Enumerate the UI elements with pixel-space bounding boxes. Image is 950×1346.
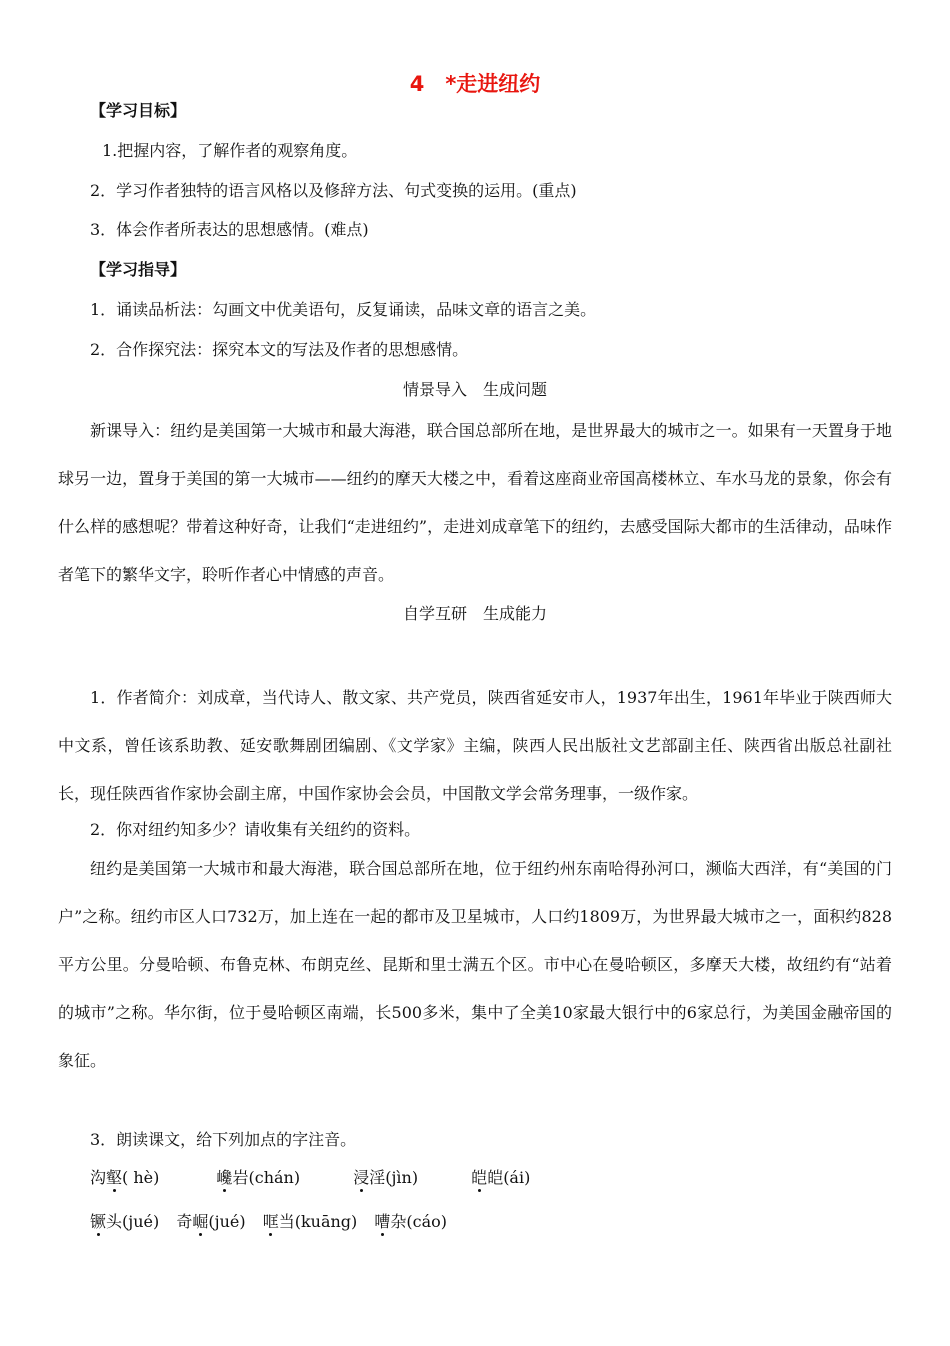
dotted-char: 皑 bbox=[471, 1168, 488, 1187]
pinyin-item: 哐当(kuāng) bbox=[262, 1212, 358, 1231]
section-heading-intro: 情景导入 生成问题 bbox=[402, 380, 547, 399]
guide-heading: 【学习指导】 bbox=[90, 260, 187, 279]
dotted-char: 巉 bbox=[216, 1168, 233, 1187]
guide-item-1: 1．诵读品析法：勾画文中优美语句，反复诵读，品味文章的语言之美。 bbox=[90, 300, 597, 319]
pinyin-row-1 bbox=[90, 1168, 556, 1188]
goal-item-2: 2．学习作者独特的语言风格以及修辞方法、句式变换的运用。(重点) bbox=[90, 181, 577, 200]
question-3: 3．朗读课文，给下列加点的字注音。 bbox=[90, 1130, 357, 1149]
question-2: 2．你对纽约知多少？请收集有关纽约的资料。 bbox=[90, 820, 421, 839]
pinyin-item: 嘈杂(cáo) bbox=[374, 1212, 448, 1231]
pinyin-item: 浸淫(jìn) bbox=[353, 1168, 419, 1187]
goal-item-3: 3．体会作者所表达的思想感情。(难点) bbox=[90, 220, 369, 239]
goals-heading: 【学习目标】 bbox=[90, 101, 187, 120]
pinyin-item: 巉岩(chán) bbox=[216, 1168, 301, 1187]
section-heading-self-study: 自学互研 生成能力 bbox=[402, 604, 547, 623]
pinyin-item: 皑皑(ái) bbox=[471, 1168, 531, 1187]
guide-item-2: 2．合作探究法：探究本文的写法及作者的思想感情。 bbox=[90, 340, 469, 359]
goal-item-1: 1.把握内容，了解作者的观察角度。 bbox=[102, 141, 358, 160]
intro-paragraph: 新课导入：纽约是美国第一大城市和最大海港，联合国总部所在地，是世界最大的城市之一。如果有一天置身于地球另一边，置身于美国的第一大城市——纽约的摩天大楼之中，看着这座商业帝国高楼林立、车水马龙的景象，你会有什么样的感想呢？带着这种好奇，让我们“走进纽约”，走进刘成章笔下的纽约，去感受国际大都市的生活律动，品味作者笔下的繁华文字，聆听作者心中情感的声音。 bbox=[58, 421, 892, 584]
pinyin-item: 沟壑( hè) bbox=[90, 1168, 160, 1187]
dotted-char: 壑 bbox=[106, 1168, 123, 1187]
pinyin-row-2 bbox=[90, 1212, 473, 1232]
dotted-char: 哐 bbox=[262, 1212, 279, 1231]
pinyin-item: 奇崛(jué) bbox=[176, 1212, 246, 1231]
dotted-char: 崛 bbox=[192, 1212, 209, 1231]
nyc-paragraph: 纽约是美国第一大城市和最大海港，联合国总部所在地，位于纽约州东南哈得孙河口，濒临大西洋，有“美国的门户”之称。纽约市区人口732万，加上连在一起的都市及卫星城市，人口约1809万，为世界最大城市之一，面积约828平方公里。分曼哈顿、布鲁克林、布朗克丝、昆斯和里士满五个区。市中心在曼哈顿区，多摩天大楼，故纽约有“站着的城市”之称。华尔街，位于曼哈顿区南端，长500多米，集中了全美10家最大银行中的6家总行，为美国金融帝国的象征。 bbox=[58, 859, 892, 1070]
pinyin-item: 镢头(jué) bbox=[90, 1212, 160, 1231]
page-title: 4 *走进纽约 bbox=[409, 72, 541, 96]
author-paragraph: 1．作者简介：刘成章，当代诗人、散文家、共产党员，陕西省延安市人，1937年出生，1961年毕业于陕西师大中文系，曾任该系助教、延安歌舞剧团编剧、《文学家》主编，陕西人民出版社文艺部副主任、陕西省出版总社副社长，现任陕西省作家协会副主席，中国作家协会会员，中国散文学会常务理事，一级作家。 bbox=[58, 688, 892, 803]
dotted-char: 嘈 bbox=[374, 1212, 391, 1231]
dotted-char: 镢 bbox=[90, 1212, 107, 1231]
dotted-char: 浸 bbox=[353, 1168, 370, 1187]
